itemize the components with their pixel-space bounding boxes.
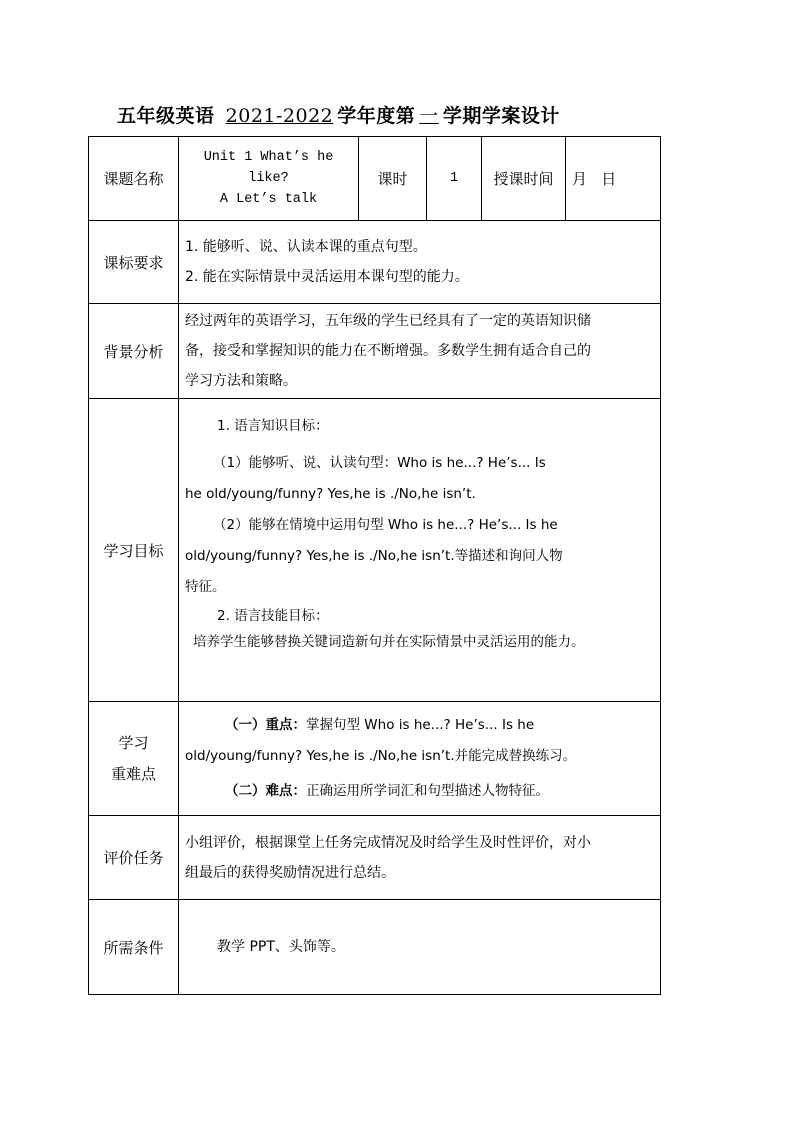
objectives-label: 学习目标	[89, 399, 179, 702]
evaluation-line: 小组评价，根据课堂上任务完成情况及时给学生及时性评价，对小	[185, 834, 591, 851]
title-term: 一	[419, 105, 439, 127]
course-topic-line2: like?	[248, 171, 289, 186]
key-point-line2: old/young/funny? Yes,he is ./No,he isn’t.并能完成替换练习。	[185, 748, 577, 764]
background-label: 背景分析	[89, 304, 179, 399]
table-row-evaluation	[89, 816, 661, 900]
standard-item: 1. 能够听、说、认读本课的重点句型。	[185, 239, 427, 255]
key-points-label-line2: 重难点	[110, 764, 156, 783]
objective-p1-line2: he old/young/funny? Yes,he is ./No,he isn’t.	[185, 486, 476, 502]
title-suffix: 学期学案设计	[442, 105, 560, 127]
background-line: 经过两年的英语学习，五年级的学生已经具有了一定的英语知识储	[185, 313, 591, 329]
time-value: 月 日	[566, 137, 661, 221]
background-line: 备，接受和掌握知识的能力在不断增强。多数学生拥有适合自己的	[185, 343, 591, 359]
difficult-point-tag: （二）难点：	[225, 783, 306, 799]
table-row-key-points	[89, 702, 661, 816]
table-row-objectives	[89, 399, 661, 702]
evaluation-content	[179, 816, 661, 900]
table-row-conditions	[89, 900, 661, 995]
period-label: 课时	[359, 137, 427, 221]
document-title	[117, 101, 677, 128]
title-middle: 学年度第	[337, 105, 416, 127]
objective-p2-line3: 特征。	[185, 579, 226, 595]
objective-p2-line2: old/young/funny? Yes,he is ./No,he isn’t.等描述和询问人物	[185, 548, 563, 564]
conditions-label: 所需条件	[89, 900, 179, 995]
objective-heading: 1. 语言知识目标：	[217, 418, 329, 434]
title-prefix: 五年级英语	[117, 105, 215, 127]
evaluation-label: 评价任务	[89, 816, 179, 900]
key-points-label-line1: 学习	[118, 733, 149, 752]
objectives-content	[179, 399, 661, 702]
background-content	[179, 304, 661, 399]
conditions-content	[179, 900, 661, 995]
course-label: 课题名称	[89, 137, 179, 221]
lesson-plan-table	[88, 136, 661, 995]
key-point-text: 掌握句型 Who is he...? He’s... Is he	[306, 717, 535, 733]
key-points-label	[89, 702, 179, 816]
objective-p3: 培养学生能够替换关键词造新句并在实际情景中灵活运用的能力。	[193, 634, 585, 650]
time-label: 授课时间	[482, 137, 566, 221]
table-row-background	[89, 304, 661, 399]
conditions-text: 教学 PPT、头饰等。	[217, 939, 345, 955]
title-year: 2021-2022	[225, 105, 334, 127]
course-topic-line1: Unit 1 What’s he	[203, 150, 334, 165]
evaluation-line: 组最后的获得奖励情况进行总结。	[185, 864, 395, 881]
course-topic	[179, 137, 359, 221]
key-points-content	[179, 702, 661, 816]
table-row-standard	[89, 221, 661, 304]
table-row-course	[89, 137, 661, 221]
difficult-point-text: 正确运用所学词汇和句型描述人物特征。	[306, 783, 549, 799]
objective-heading: 2. 语言技能目标：	[217, 608, 329, 624]
period-value: 1	[427, 137, 482, 221]
key-point-tag: （一）重点：	[225, 717, 306, 733]
background-line: 学习方法和策略。	[185, 373, 297, 389]
standard-content	[179, 221, 661, 304]
standard-label: 课标要求	[89, 221, 179, 304]
course-topic-line3: A Let’s talk	[219, 192, 318, 207]
standard-item: 2. 能在实际情景中灵活运用本课句型的能力。	[185, 269, 469, 285]
objective-p2-line1: （2）能够在情境中运用句型 Who is he...? He’s... Is he	[213, 517, 558, 533]
objective-p1-line1: （1）能够听、说、认读句型：Who is he...? He’s... Is	[213, 455, 546, 471]
